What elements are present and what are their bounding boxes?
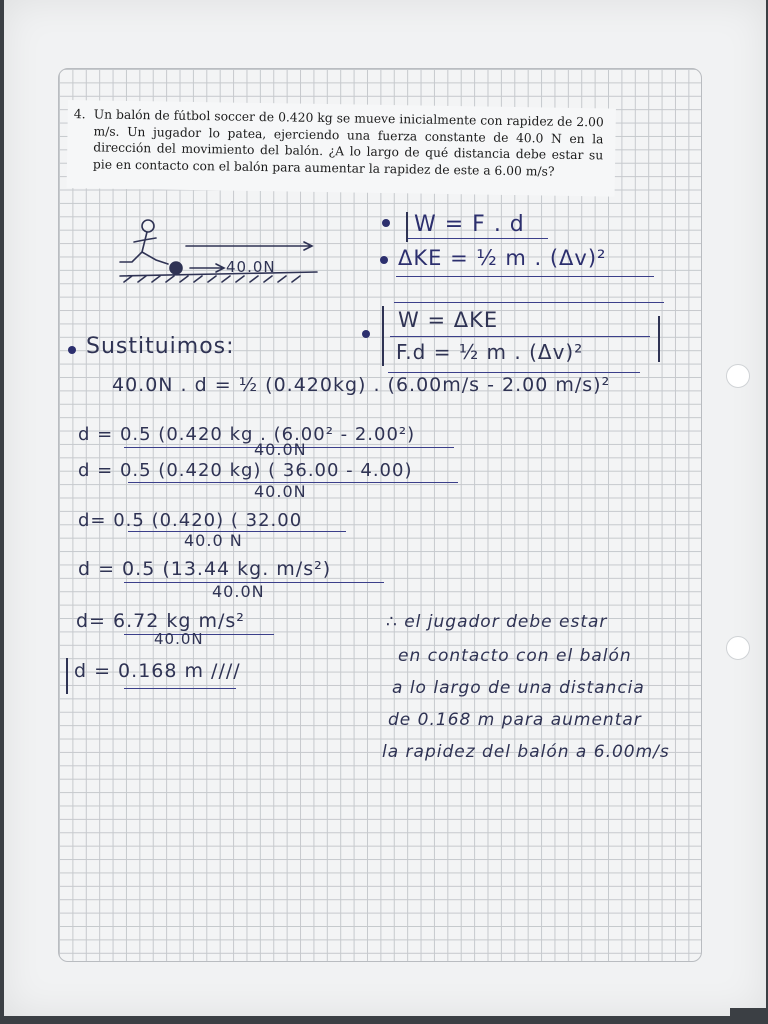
step-5-numerator: d= 6.72 kg m/s² bbox=[76, 610, 245, 632]
bullet-icon bbox=[380, 256, 388, 264]
bullet-icon bbox=[362, 330, 370, 338]
bullet-icon bbox=[68, 346, 76, 354]
ball bbox=[170, 262, 182, 274]
step-2-denominator: 40.0N bbox=[254, 482, 307, 501]
conclusion-line-1: ∴ el jugador debe estar bbox=[386, 612, 608, 632]
step-3-denominator: 40.0 N bbox=[184, 531, 243, 550]
conclusion-line-3: a lo largo de una distancia bbox=[392, 678, 645, 698]
work-formula: W = F . d bbox=[414, 212, 525, 237]
final-result: d = 0.168 m //// bbox=[74, 660, 241, 682]
kinetic-energy-formula: ΔKE = ½ m . (Δv)² bbox=[398, 246, 607, 270]
kick-sketch bbox=[112, 212, 332, 302]
ground-line bbox=[120, 272, 317, 276]
step-2-numerator: d = 0.5 (0.420 kg) ( 36.00 - 4.00) bbox=[78, 460, 413, 481]
bracket-right bbox=[658, 316, 660, 362]
force-label: 40.0N bbox=[226, 258, 276, 276]
problem-statement bbox=[67, 100, 616, 197]
step-1-denominator: 40.0N bbox=[254, 440, 307, 459]
paper-sheet bbox=[4, 0, 766, 1016]
bracket-left bbox=[382, 306, 384, 366]
box-top-line bbox=[394, 302, 664, 303]
ground-hatching bbox=[124, 276, 300, 282]
conclusion-line-4: de 0.168 m para aumentar bbox=[388, 710, 642, 730]
underline bbox=[396, 276, 654, 277]
conclusion-line-2: en contacto con el balón bbox=[398, 646, 632, 666]
player-body bbox=[120, 232, 168, 264]
problem-number: 4. bbox=[73, 106, 86, 122]
velocity-arrow bbox=[186, 242, 312, 250]
force-distance-formula: F.d = ½ m . (Δv)² bbox=[396, 340, 584, 364]
underline bbox=[390, 336, 650, 337]
underline bbox=[408, 238, 548, 239]
binder-hole bbox=[726, 364, 750, 388]
bullet-icon bbox=[382, 219, 390, 227]
player-head bbox=[142, 220, 154, 232]
solution-heading: Sustituimos: bbox=[86, 334, 235, 359]
conclusion-line-5: la rapidez del balón a 6.00m/s bbox=[382, 742, 670, 762]
background-corner bbox=[730, 1008, 768, 1024]
work-energy-theorem: W = ΔKE bbox=[398, 308, 499, 332]
result-box-left bbox=[66, 658, 68, 694]
step-1-numerator: d = 0.5 (0.420 kg . (6.00² - 2.00²) bbox=[78, 424, 416, 445]
binder-hole bbox=[726, 636, 750, 660]
force-arrow bbox=[190, 264, 224, 272]
step-5-denominator: 40.0N bbox=[154, 630, 204, 648]
step-3-numerator: d= 0.5 (0.420) ( 32.00 bbox=[78, 510, 303, 531]
step-4-numerator: d = 0.5 (13.44 kg. m/s²) bbox=[78, 558, 332, 580]
substitution-line: 40.0N . d = ½ (0.420kg) . (6.00m/s - 2.00 m/s)² bbox=[112, 374, 611, 396]
underline bbox=[124, 688, 236, 689]
problem-text: Un balón de fútbol soccer de 0.420 kg se mueve inicialmente con rapidez de 2.00 m/s. Un jugador lo patea, ejerciendo una fuerza constante de 40.0 N en la dirección del movimiento del balón. ¿A lo largo de qué distancia debe estar su pie en contacto con el balón para aumentar la rapidez de este a 6.00 m/s? bbox=[92, 107, 604, 179]
step-4-denominator: 40.0N bbox=[212, 582, 265, 601]
